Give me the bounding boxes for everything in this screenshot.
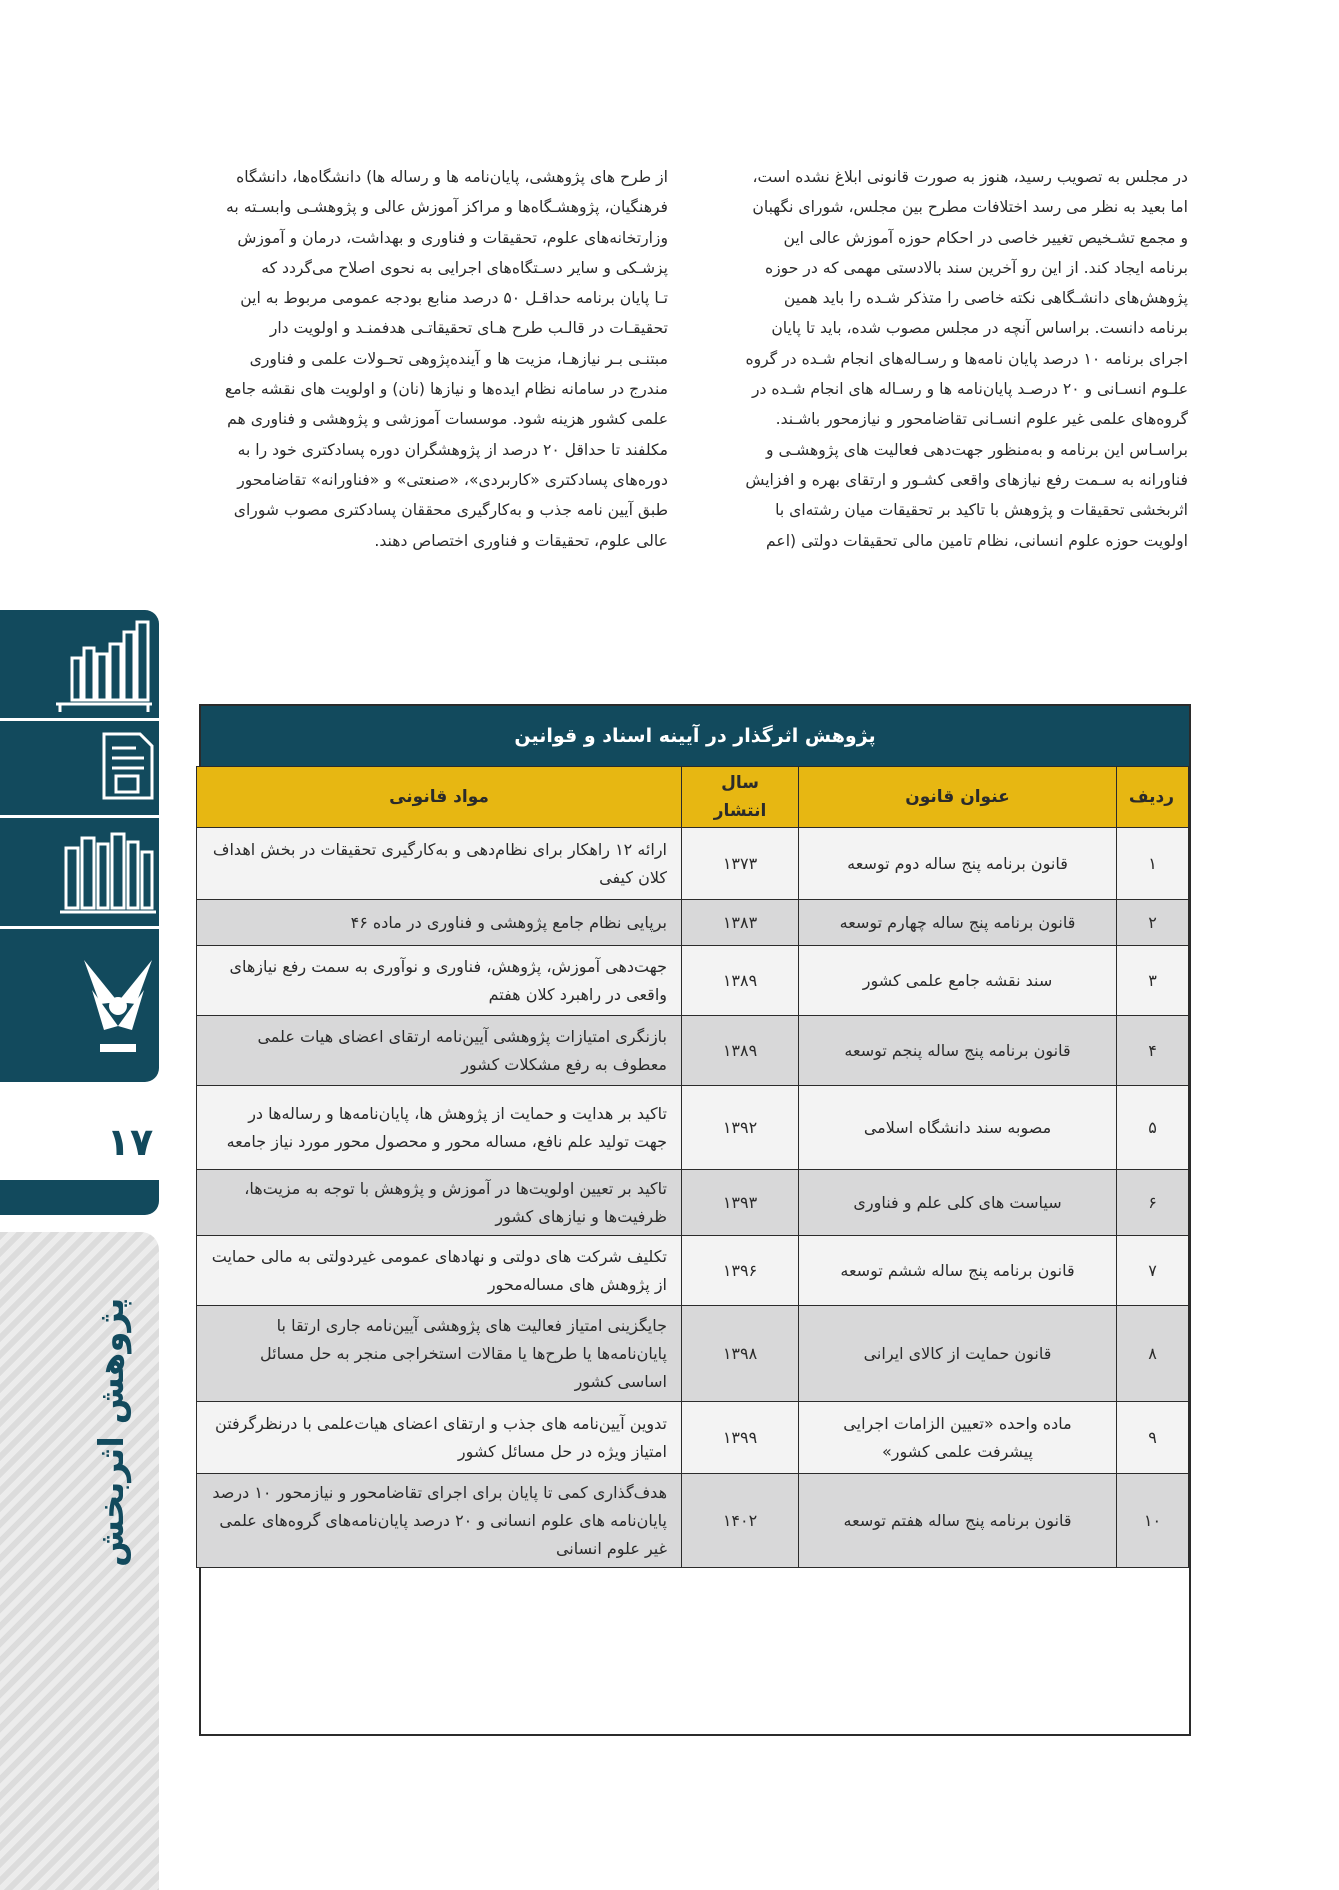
- cell-articles: تکلیف شرکت های دولتی و نهادهای عمومی غیردولتی به مالی حمایت از پژوهش های مساله‌محور: [197, 1236, 682, 1306]
- body-text-line: مندرج در سامانه نظام ایده‌ها و نیازها (نان) و اولویت های نقشه جامع: [224, 380, 668, 399]
- table-row: [197, 1402, 1189, 1474]
- table-row: [197, 828, 1189, 900]
- body-text-right-column: [718, 162, 1188, 556]
- body-text-line: و مجمع تشـخیص تغییر خاصی در احکام حوزه آموزش عالی این: [783, 228, 1188, 247]
- table-title: پژوهش اثرگذار در آیینه اسناد و قوانین: [201, 706, 1189, 766]
- bookshelf-icon: [60, 828, 156, 920]
- cell-law-title: قانون برنامه پنج ساله چهارم توسعه: [799, 900, 1117, 946]
- body-text-line: عالی علوم، تحقیقات و فناوری اختصاص دهند.: [374, 531, 668, 550]
- table-row: [197, 1306, 1189, 1402]
- band-divider: [0, 815, 159, 818]
- cell-law-title: ماده واحده «تعیین الزامات اجرایی پیشرفت علمی کشور»: [799, 1402, 1117, 1474]
- cell-articles: ارائه ۱۲ راهکار برای نظام‌دهی و به‌کارگیری تحقیقات در بخش اهداف کلان کیفی: [197, 828, 682, 900]
- cell-articles: بازنگری امتیازات پژوهشی آیین‌نامه ارتقای اعضای هیات علمی معطوف به رفع مشکلات کشور: [197, 1016, 682, 1086]
- table-row: [197, 900, 1189, 946]
- cell-year: ۱۳۸۹: [682, 946, 799, 1016]
- band-divider: [0, 718, 159, 721]
- cell-year: ۱۳۹۹: [682, 1402, 799, 1474]
- body-text-line: تـا پایان برنامه حداقـل ۵۰ درصد منابع بودجه عمومی مربوط به این: [240, 289, 668, 308]
- cell-articles: جایگزینی امتیاز فعالیت های پژوهشی آیین‌نامه جاری ارتقا با پایان‌نامه‌ها یا طرح‌ها یا مقالات استخراجی منجر به حل مسائل اساسی کشور: [197, 1306, 682, 1402]
- header-row-number: ردیف: [1117, 767, 1189, 828]
- cell-articles: برپایی نظام جامع پژوهشی و فناوری در ماده ۴۶: [197, 900, 682, 946]
- table-row: [197, 1474, 1189, 1568]
- body-text-line: مکلفند تا حداقل ۲۰ درصد از پژوهشگران دوره پسادکتری خود را به: [237, 440, 668, 459]
- cell-law-title: سند نقشه جامع علمی کشور: [799, 946, 1117, 1016]
- table-row: [197, 1086, 1189, 1170]
- sidebar-accent: [0, 1180, 159, 1215]
- cell-year: ۱۴۰۲: [682, 1474, 799, 1568]
- table-body: [197, 828, 1189, 1568]
- laws-table: [199, 704, 1191, 1736]
- header-articles: مواد قانونی: [197, 767, 682, 828]
- page-number: ۱۷: [106, 1120, 154, 1164]
- cell-law-title: مصوبه سند دانشگاه اسلامی: [799, 1086, 1117, 1170]
- body-text-left-column: [198, 162, 668, 556]
- cell-row-number: ۵: [1117, 1086, 1189, 1170]
- body-text-line: علـوم انسـانی و ۲۰ درصـد پایان‌نامه ها و رسـاله های انجام شـده در: [752, 380, 1188, 399]
- cell-law-title: سیاست های کلی علم و فناوری: [799, 1170, 1117, 1236]
- cell-row-number: ۹: [1117, 1402, 1189, 1474]
- table-row: [197, 946, 1189, 1016]
- table-row: [197, 1170, 1189, 1236]
- body-text-line: اثربخشی تحقیقات و پژوهش با تاکید بر تحقیقات میان رشته‌ای با: [775, 501, 1188, 520]
- cell-law-title: قانون برنامه پنج ساله پنجم توسعه: [799, 1016, 1117, 1086]
- cell-year: ۱۳۹۶: [682, 1236, 799, 1306]
- body-text-line: در مجلس به تصویب رسید، هنوز به صورت قانونی ابلاغ نشده است،: [752, 168, 1188, 186]
- cell-row-number: ۴: [1117, 1016, 1189, 1086]
- books-shelf-icon: [52, 618, 156, 714]
- cell-year: ۱۳۸۹: [682, 1016, 799, 1086]
- band-divider: [0, 926, 159, 929]
- body-text-line: مبتنـی بـر نیازهـا، مزیت ها و آینده‌پژوهی تحـولات علمی و فناوری: [249, 349, 668, 368]
- university-logo-icon: [78, 940, 158, 1070]
- body-text-line: گروه‌های علمی غیر علوم انسـانی تقاضامحور و نیازمحور باشـند.: [775, 410, 1188, 429]
- cell-year: ۱۳۹۸: [682, 1306, 799, 1402]
- cell-row-number: ۶: [1117, 1170, 1189, 1236]
- body-text-line: اجرای برنامه ۱۰ درصد پایان نامه‌ها و رسـاله‌های انجام شـده در گروه: [745, 349, 1188, 368]
- table-row: [197, 1236, 1189, 1306]
- cell-row-number: ۱: [1117, 828, 1189, 900]
- body-text-line: دوره‌های پسادکتری «کاربردی»، «صنعتی» و «فناورانه» تقاضامحور: [237, 470, 668, 489]
- cell-articles: جهت‌دهی آموزش، پژوهش، فناوری و نوآوری به سمت رفع نیازهای واقعی در راهبرد کلان هفتم: [197, 946, 682, 1016]
- cell-year: ۱۳۷۳: [682, 828, 799, 900]
- header-year: سال انتشار: [682, 767, 799, 828]
- cell-law-title: قانون برنامه پنج ساله دوم توسعه: [799, 828, 1117, 900]
- table-row: [197, 1016, 1189, 1086]
- cell-law-title: قانون برنامه پنج ساله ششم توسعه: [799, 1236, 1117, 1306]
- body-text-line: علمی کشور هزینه شود. موسسات آموزشی و پژوهشی و فناوری هم: [227, 410, 668, 429]
- body-text-line: وزارتخانه‌های علوم، تحقیقات و فناوری و بهداشت، درمان و آموزش: [237, 228, 668, 247]
- body-text-line: پژوهش‌های دانشـگاهی نکته خاصی را متذکر شـده را باید همین: [783, 289, 1188, 308]
- cell-row-number: ۸: [1117, 1306, 1189, 1402]
- laws-table-grid: [196, 766, 1189, 1568]
- cell-articles: تاکید بر تعیین اولویت‌ها در آموزش و پژوهش با توجه به مزیت‌ها، ظرفیت‌ها و نیازهای کشور: [197, 1170, 682, 1236]
- header-law-title: عنوان قانون: [799, 767, 1117, 828]
- body-text-line: اولویت حوزه علوم انسانی، نظام تامین مالی تحقیقات دولتی (اعم: [766, 531, 1188, 550]
- cell-row-number: ۱۰: [1117, 1474, 1189, 1568]
- cell-law-title: قانون برنامه پنج ساله هفتم توسعه: [799, 1474, 1117, 1568]
- body-text-line: برنامه ایجاد کند. از این رو آخرین سند بالادستی مهمی که در حوزه: [764, 258, 1188, 277]
- cell-year: ۱۳۹۳: [682, 1170, 799, 1236]
- body-text-line: فرهنگیان، پژوهشـگاه‌ها و مراکز آموزش عالی و پژوهشـی وابسـته به: [226, 198, 668, 217]
- cell-articles: تدوین آیین‌نامه های جذب و ارتقای اعضای هیات‌علمی با درنظرگرفتن امتیاز ویژه در حل مسائل کشور: [197, 1402, 682, 1474]
- cell-row-number: ۳: [1117, 946, 1189, 1016]
- body-text-line: اما بعید به نظر می رسد اختلافات مطرح بین مجلس، شورای نگهبان: [752, 198, 1188, 217]
- body-text-line: پزشـکی و سایر دسـتگاه‌های اجرایی به نحوی اصلاح می‌گردد که: [261, 258, 668, 277]
- body-text-line: براسـاس این برنامه و به‌منظور جهت‌دهی فعالیت های پژوهشـی و: [766, 440, 1188, 459]
- section-title: پژوهش اثربخش: [92, 1297, 132, 1567]
- body-text-line: طبق آیین نامه جذب و به‌کارگیری محققان پسادکتری مصوب شورای: [233, 501, 668, 520]
- cell-year: ۱۳۹۲: [682, 1086, 799, 1170]
- cell-year: ۱۳۸۳: [682, 900, 799, 946]
- cell-articles: تاکید بر هدایت و حمایت از پژوهش ها، پایان‌نامه‌ها و رساله‌ها در جهت تولید علم نافع، مساله محور و محصول محور مورد نیاز جامعه: [197, 1086, 682, 1170]
- body-text-line: تحقیقـات در قالـب طرح هـای تحقیقاتـی هدفمنـد و اولویت دار: [269, 319, 668, 338]
- body-text-line: فناورانه به سـمت رفع نیازهای واقعی کشـور و ارتقای بهره و افزایش: [745, 470, 1188, 489]
- body-text-line: برنامه دانست. براساس آنچه در مجلس مصوب شده، باید تا پایان: [771, 319, 1188, 338]
- cell-row-number: ۲: [1117, 900, 1189, 946]
- table-header-row: [197, 767, 1189, 828]
- cell-law-title: قانون حمایت از کالای ایرانی: [799, 1306, 1117, 1402]
- body-text-line: از طرح های پژوهشی، پایان‌نامه ها و رساله ها) دانشگاه‌ها، دانشگاه: [236, 168, 668, 186]
- certificate-icon: [100, 730, 156, 802]
- cell-articles: هدف‌گذاری کمی تا پایان برای اجرای تقاضامحور و نیازمحور ۱۰ درصد پایان‌نامه های علوم انسانی و ۲۰ درصد پایان‌نامه‌های گروه‌های علمی غیر علوم انسانی: [197, 1474, 682, 1568]
- cell-row-number: ۷: [1117, 1236, 1189, 1306]
- sidebar-band: [0, 610, 159, 1082]
